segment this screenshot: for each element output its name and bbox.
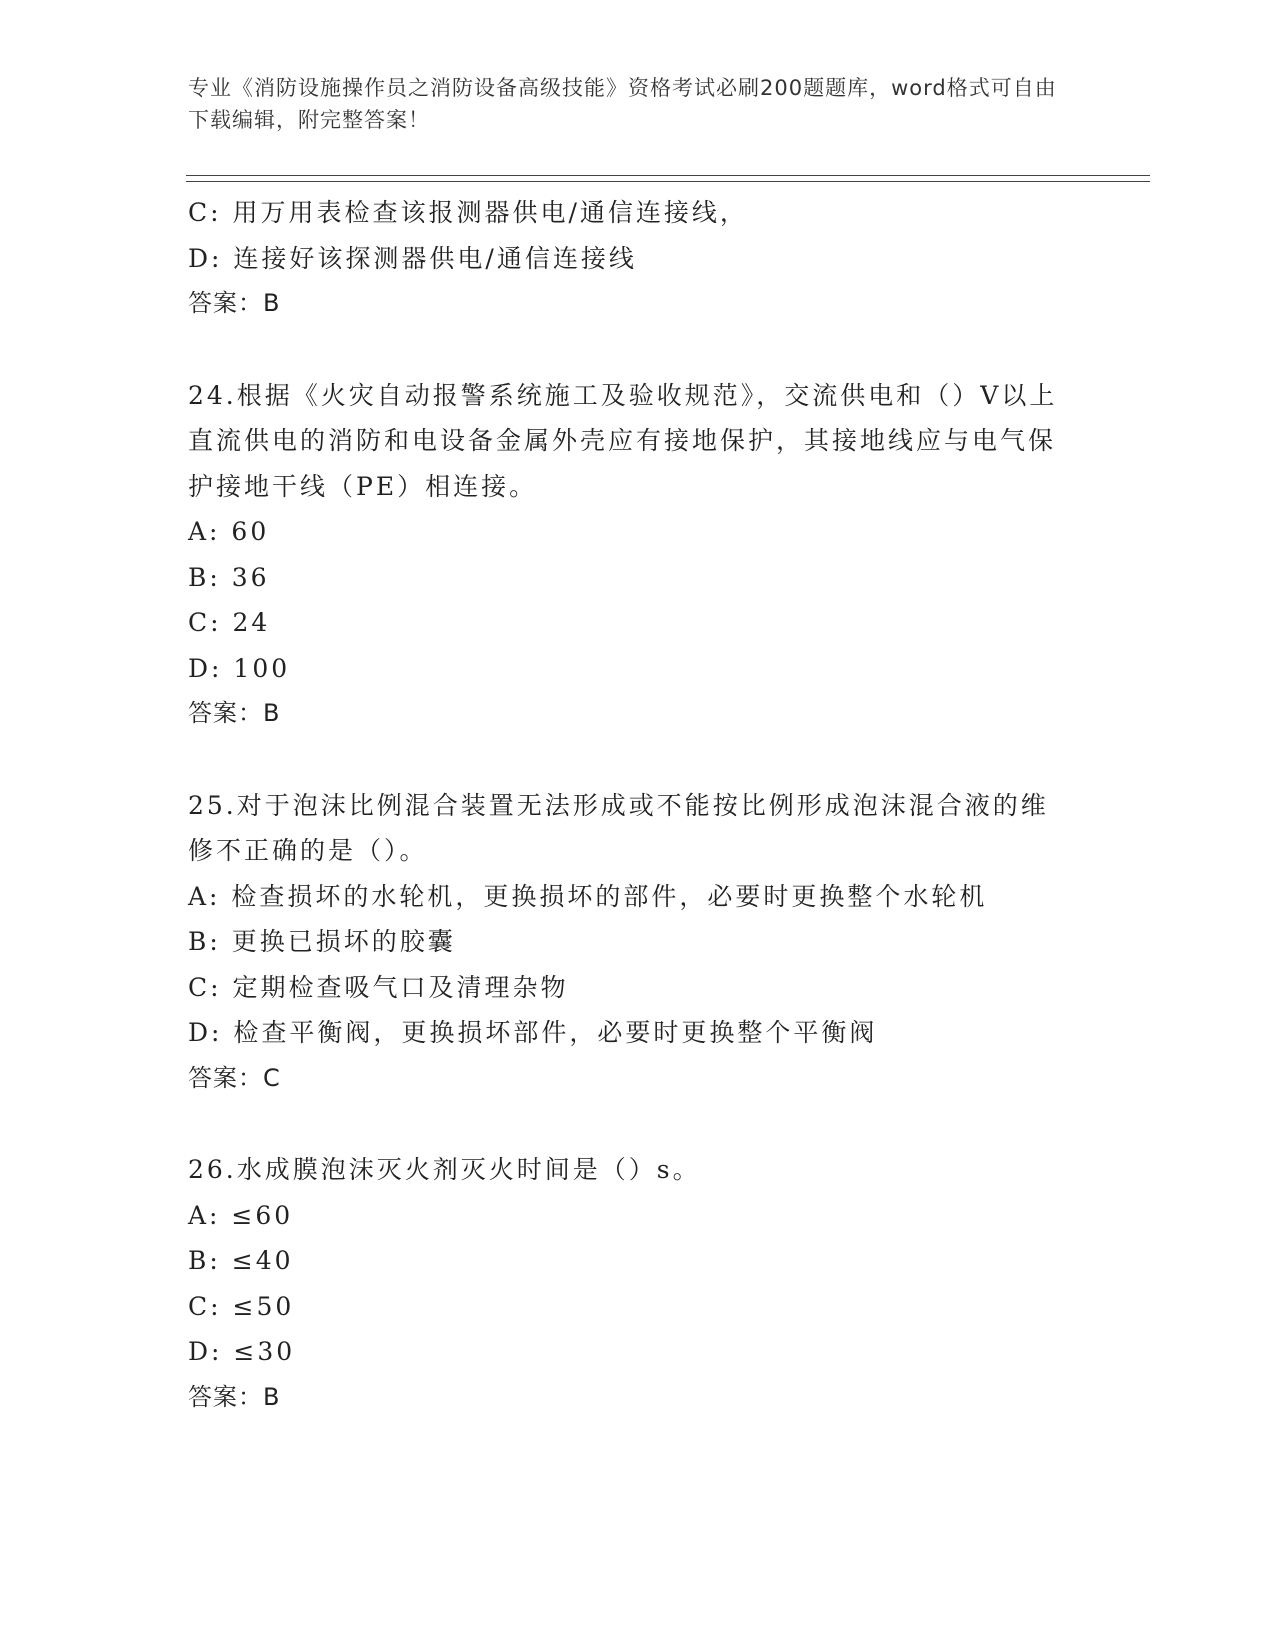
spacer [188,1101,1088,1147]
answer-line: 答案：C [188,1063,281,1092]
answer-line: 答案：B [188,1382,281,1411]
option-a: A: 检查损坏的水轮机，更换损坏的部件，必要时更换整个水轮机 [188,881,988,911]
option-d: D: ≤30 [188,1337,296,1366]
option-b: B: 36 [188,562,270,592]
option-a: A: ≤60 [188,1200,294,1230]
header-rule-bottom [186,181,1150,182]
option-c: C: 用万用表检查该报测器供电/通信连接线， [188,198,748,227]
spacer [188,327,1088,373]
option-c: C: 24 [188,608,271,637]
option-d: D: 100 [188,653,291,683]
document-header: 专业《消防设施操作员之消防设备高级技能》资格考试必刷200题题库，word格式可自由下载编辑，附完整答案！ [188,76,1057,132]
option-d: D: 检查平衡阀，更换损坏部件，必要时更换整个平衡阀 [188,1018,878,1047]
option-d: D: 连接好该探测器供电/通信连接线 [188,243,637,273]
question-list [188,190,1088,1420]
header-rule-top [186,175,1150,176]
answer-line: 答案：B [188,289,281,317]
option-b: B: 更换已损坏的胶囊 [188,927,456,956]
spacer [188,737,1088,783]
question-24-text: 24.根据《火灾自动报警系统施工及验收规范》，交流供电和（）V以上直流供电的消防和电设备金属外壳应有接地保护，其接地线应与电气保护接地干线（PE）相连接。 [188,380,1058,501]
option-c: C: ≤50 [188,1291,295,1321]
option-c: C: 定期检查吸气口及清理杂物 [188,972,569,1002]
option-b: B: ≤40 [188,1246,294,1275]
answer-line: 答案：B [188,699,281,727]
question-25-text: 25.对于泡沫比例混合装置无法形成或不能按比例形成泡沫混合液的维修不正确的是（）。 [188,790,1049,865]
option-a: A: 60 [188,517,270,546]
question-26-text: 26.水成膜泡沫灭火剂灭火时间是（）s。 [188,1155,701,1184]
